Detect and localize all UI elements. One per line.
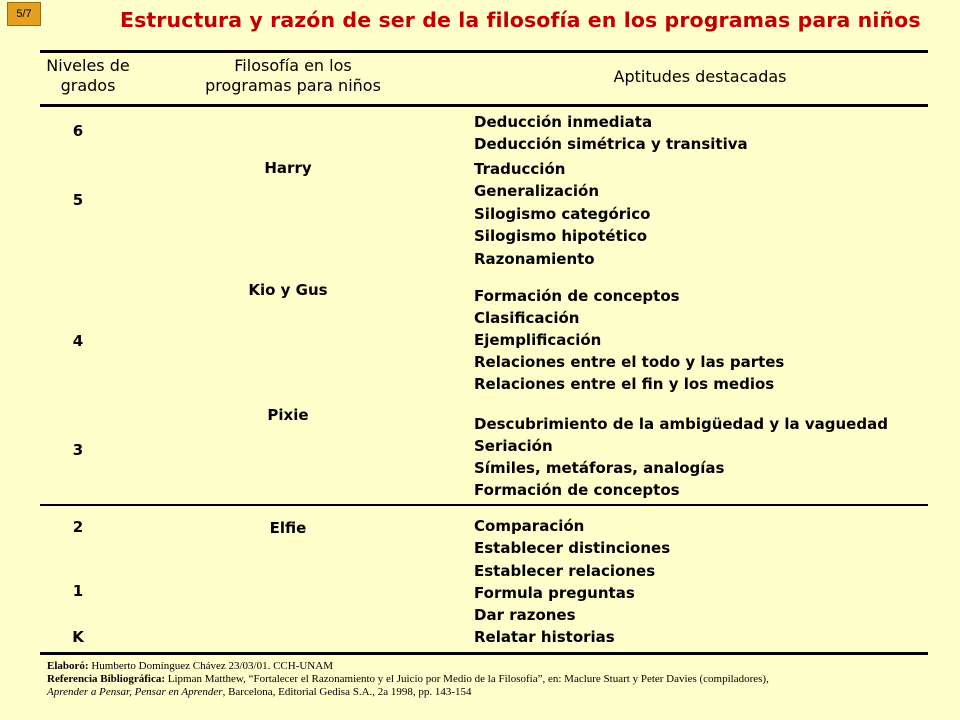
footer-author-line bbox=[47, 660, 947, 673]
program-pixie: Pixie bbox=[267, 406, 309, 424]
grade-5: 5 bbox=[72, 191, 84, 209]
skill-item: Relatar historias bbox=[474, 628, 615, 646]
header-program-line1: Filosofía en los bbox=[234, 56, 352, 75]
program-kio-y-gus: Kio y Gus bbox=[248, 281, 328, 299]
footer-author: Humberto Domínguez Chávez 23/03/01. CCH-UNAM bbox=[88, 660, 333, 672]
header-program-line2: programas para niños bbox=[205, 76, 381, 95]
footer-credits bbox=[47, 660, 947, 699]
footer-reference-line bbox=[47, 673, 947, 686]
header-grades-line1: Niveles de bbox=[46, 56, 130, 75]
skill-item: Descubrimiento de la ambigüedad y la vaguedad bbox=[474, 415, 888, 433]
skill-item: Seriación bbox=[474, 437, 553, 455]
skill-item: Silogismo categórico bbox=[474, 205, 651, 223]
grade-6: 6 bbox=[72, 122, 84, 140]
skill-item: Deducción simétrica y transitiva bbox=[474, 135, 748, 153]
header-skills: Aptitudes destacadas bbox=[613, 67, 787, 86]
table-top-rule bbox=[40, 50, 928, 53]
skill-item: Comparación bbox=[474, 517, 585, 535]
footer-reference-label: Referencia Bibliográfica: bbox=[47, 673, 166, 685]
skill-item: Relaciones entre el fin y los medios bbox=[474, 375, 775, 393]
skill-item: Generalización bbox=[474, 182, 600, 200]
skill-item: Ejemplificación bbox=[474, 331, 602, 349]
skill-item: Relaciones entre el todo y las partes bbox=[474, 353, 785, 371]
table-bottom-rule bbox=[40, 652, 928, 655]
grade-k: K bbox=[72, 628, 84, 646]
grade-3: 3 bbox=[72, 441, 84, 459]
skill-item: Símiles, metáforas, analogías bbox=[474, 459, 725, 477]
skill-item: Deducción inmediata bbox=[474, 113, 653, 131]
table-divider-rule bbox=[40, 504, 928, 506]
header-grades-line2: grados bbox=[60, 76, 116, 95]
page-number-badge: 5/7 bbox=[7, 2, 41, 26]
footer-reference-rest: , Barcelona, Editorial Gedisa S.A., 2a 1998, pp. 143-154 bbox=[222, 686, 472, 698]
footer-reference-text: Lipman Matthew, “Fortalecer el Razonamiento y el Juicio por Medio de la Filosofía”, en: Maclure Stuart y Peter Davies (compiladores), bbox=[165, 673, 769, 685]
skill-item: Clasificación bbox=[474, 309, 580, 327]
program-harry: Harry bbox=[264, 159, 312, 177]
skill-item: Dar razones bbox=[474, 606, 576, 624]
header-program bbox=[180, 56, 406, 96]
skill-item: Establecer distinciones bbox=[474, 539, 671, 557]
skill-item: Establecer relaciones bbox=[474, 562, 656, 580]
slide-title: Estructura y razón de ser de la filosofía en los programas para niños bbox=[120, 8, 921, 32]
header-grades bbox=[20, 56, 156, 96]
skill-item: Traducción bbox=[474, 160, 566, 178]
footer-author-label: Elaboró: bbox=[47, 660, 89, 672]
grade-1: 1 bbox=[72, 582, 84, 600]
skill-item: Silogismo hipotético bbox=[474, 227, 648, 245]
skill-item: Razonamiento bbox=[474, 250, 595, 268]
program-elfie: Elfie bbox=[269, 519, 307, 537]
skill-item: Formación de conceptos bbox=[474, 287, 680, 305]
footer-reference-line-2 bbox=[47, 686, 947, 699]
grade-4: 4 bbox=[72, 332, 84, 350]
grade-2: 2 bbox=[72, 518, 84, 536]
skill-item: Formula preguntas bbox=[474, 584, 635, 602]
footer-book-title: Aprender a Pensar, Pensar en Aprender bbox=[47, 686, 223, 698]
skill-item: Formación de conceptos bbox=[474, 481, 680, 499]
header-bottom-rule bbox=[40, 104, 928, 107]
